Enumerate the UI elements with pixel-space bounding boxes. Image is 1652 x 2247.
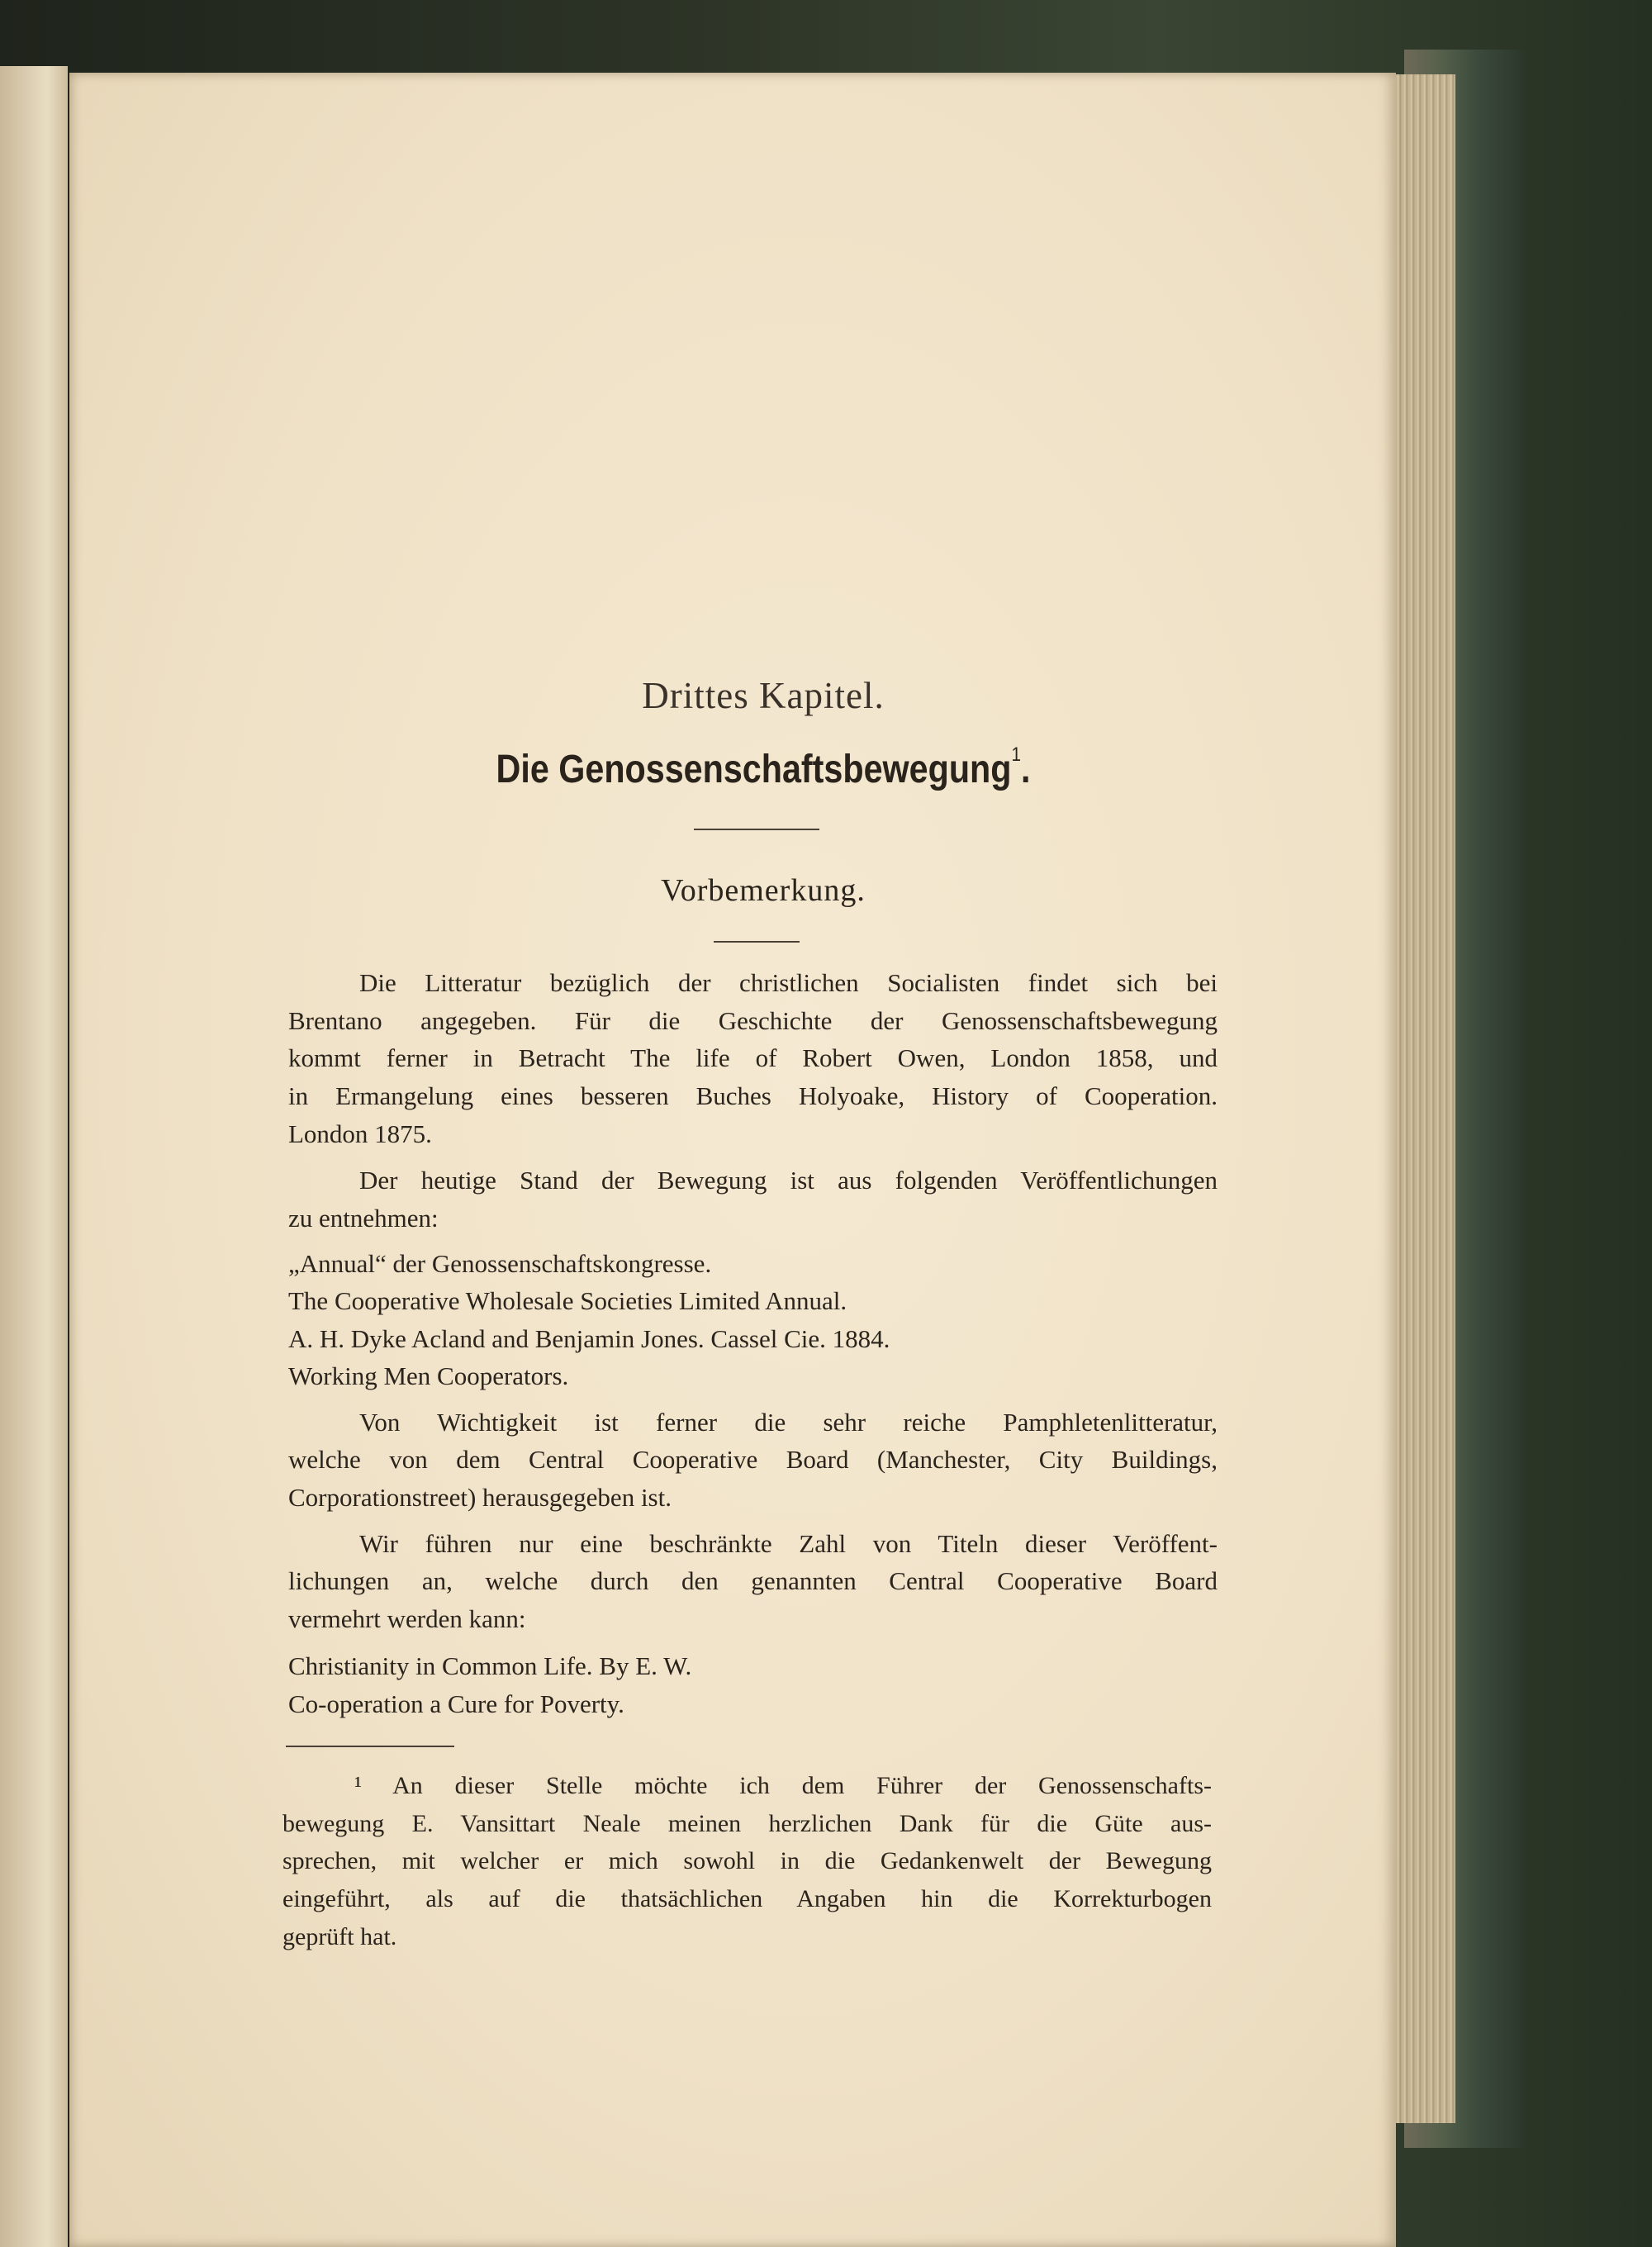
footnote-separator bbox=[286, 1746, 454, 1747]
body-line: in Ermangelung eines besseren Buches Holyoake, History of Cooperation. bbox=[288, 1081, 1218, 1110]
chapter-title-punct: . bbox=[1020, 748, 1031, 791]
footnote-line: eingeführt, als auf die thatsächlichen Angaben hin die Korrekturbogen bbox=[282, 1885, 1212, 1912]
body-line: Corporationstreet) herausgegeben ist. bbox=[288, 1483, 672, 1512]
body-line: Brentano angegeben. Für die Geschichte der Genossenschaftsbewegung bbox=[288, 1006, 1218, 1035]
body-line: Die Litteratur bezüglich der christlichen Socialisten findet sich bei bbox=[359, 968, 1218, 997]
body-line: Wir führen nur eine beschränkte Zahl von Titeln dieser Veröffent- bbox=[359, 1529, 1218, 1558]
body-line: zu entnehmen: bbox=[288, 1204, 439, 1233]
footnote-reference: 1 bbox=[1011, 743, 1021, 766]
body-line: lichungen an, welche durch den genannten Central Cooperative Board bbox=[288, 1566, 1218, 1595]
body-line: „Annual“ der Genossenschaftskongresse. bbox=[288, 1249, 712, 1278]
body-line: The Cooperative Wholesale Societies Limited Annual. bbox=[288, 1286, 847, 1315]
book-page bbox=[69, 73, 1396, 2247]
body-line: Co-operation a Cure for Poverty. bbox=[288, 1689, 624, 1718]
chapter-title bbox=[167, 743, 1360, 792]
body-line: kommt ferner in Betracht The life of Robert Owen, London 1858, und bbox=[288, 1043, 1218, 1072]
body-line: Working Men Cooperators. bbox=[288, 1361, 569, 1390]
chapter-title-text: Die Genossenschaftsbewegung bbox=[496, 748, 1012, 791]
body-line: Von Wichtigkeit ist ferner die sehr reiche Pamphletenlitteratur, bbox=[359, 1408, 1218, 1437]
divider-rule bbox=[714, 941, 800, 943]
section-heading: Vorbemerkung. bbox=[661, 873, 866, 908]
body-line: Christianity in Common Life. By E. W. bbox=[288, 1651, 692, 1680]
footnote-line: sprechen, mit welcher er mich sowohl in die Gedankenwelt der Bewegung bbox=[282, 1847, 1212, 1874]
footnote-line: ¹ An dieser Stelle möchte ich dem Führer der Genossenschafts- bbox=[354, 1772, 1212, 1799]
body-line: London 1875. bbox=[288, 1119, 432, 1148]
divider-rule bbox=[694, 829, 819, 830]
left-page-edge bbox=[0, 66, 68, 2247]
body-line: welche von dem Central Cooperative Board (Manchester, City Buildings, bbox=[288, 1445, 1218, 1474]
page-block-edges bbox=[1389, 74, 1455, 2123]
body-line: Der heutige Stand der Bewegung ist aus folgenden Veröffentlichungen bbox=[359, 1166, 1218, 1195]
body-line: A. H. Dyke Acland and Benjamin Jones. Cassel Cie. 1884. bbox=[288, 1324, 890, 1353]
footnote-line: geprüft hat. bbox=[282, 1923, 397, 1950]
chapter-label: Drittes Kapitel. bbox=[642, 675, 885, 716]
body-line: vermehrt werden kann: bbox=[288, 1604, 526, 1633]
footnote-line: bewegung E. Vansittart Neale meinen herzlichen Dank für die Güte aus- bbox=[282, 1810, 1212, 1837]
